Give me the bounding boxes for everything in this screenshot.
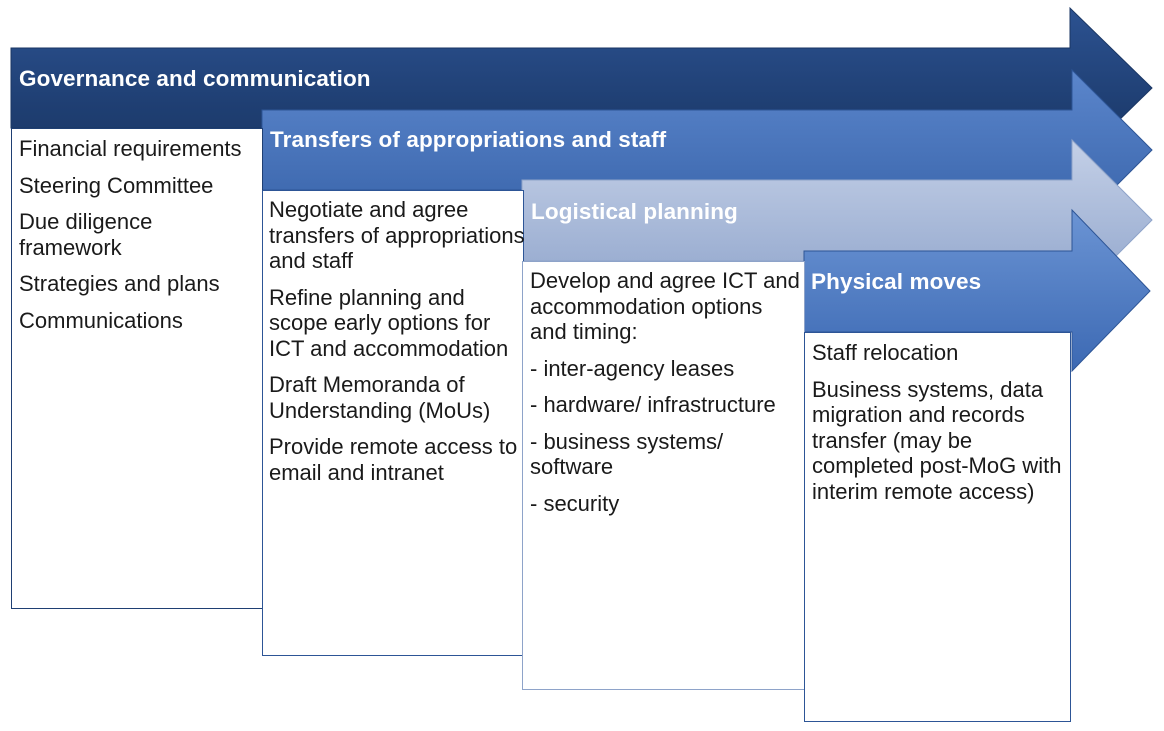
list-item: Refine planning and scope early options for ICT and accommodation — [269, 284, 509, 361]
list-item: Communications — [19, 307, 183, 333]
list-item: Staff relocation — [812, 340, 959, 365]
list-item: Steering Committee — [19, 172, 214, 198]
list-item: - security — [530, 490, 620, 516]
list-item: Financial requirements — [19, 136, 242, 161]
list-item: - inter-agency leases — [530, 355, 735, 381]
stage-2-title: Transfers of appropriations and staff — [270, 127, 667, 152]
list-item: Develop and agree ICT and accommodation options and timing: — [530, 268, 800, 344]
stage-4-title: Physical moves — [811, 269, 982, 294]
stage-1-title: Governance and communication — [19, 66, 371, 91]
list-item: - hardware/ infrastructure — [530, 392, 776, 417]
list-item: Strategies and plans — [19, 271, 220, 296]
list-item: Business systems, data migration and records transfer (may be completed post-MoG with interim remote access) — [812, 376, 1062, 504]
stage-2-items — [269, 197, 529, 496]
stage-1-items — [19, 136, 259, 344]
stage-3-items — [530, 268, 802, 527]
stage-4-items — [812, 340, 1068, 515]
list-item: Due diligence framework — [19, 209, 153, 260]
list-item: - business systems/ software — [530, 428, 724, 479]
list-item: Draft Memoranda of Understanding (MoUs) — [269, 372, 491, 423]
list-item: Negotiate and agree transfers of appropriations and staff — [269, 197, 525, 273]
stage-3-title: Logistical planning — [531, 199, 738, 224]
list-item: Provide remote access to email and intranet — [269, 434, 518, 485]
